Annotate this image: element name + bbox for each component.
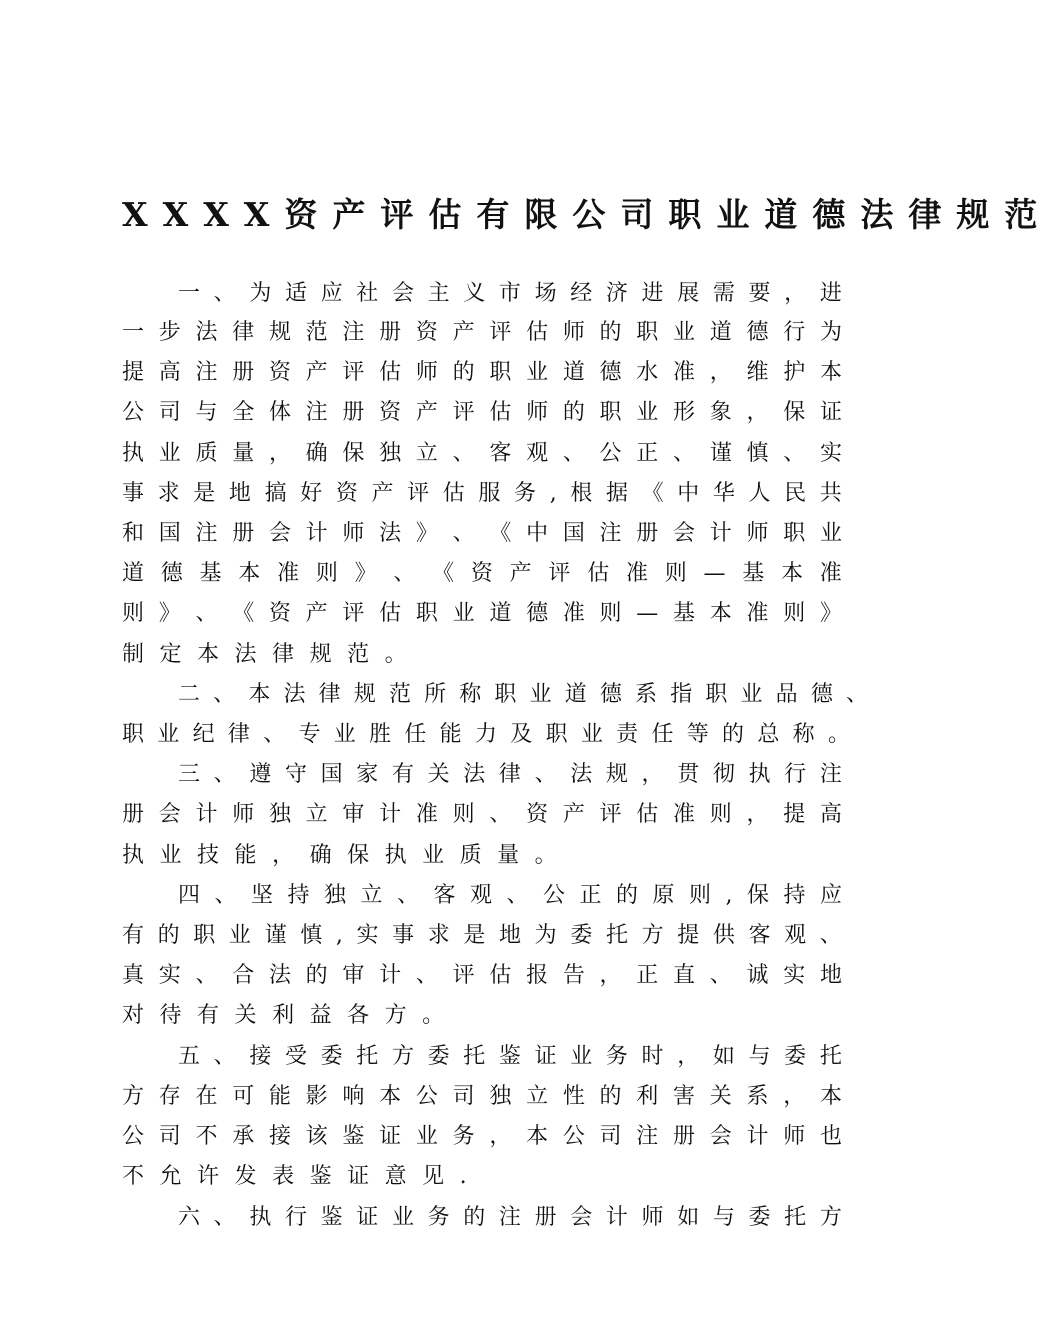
body-line: 二 、 本 法 律 规 范 所 称 职 业 道 德 系 指 职 业 品 德 、 xyxy=(178,682,868,707)
body-line: 执 业 质 量 ， 确 保 独 立 、 客 观 、 公 正 、 谨 慎 、 实 xyxy=(122,441,842,466)
body-line: 提 高 注 册 资 产 评 估 师 的 职 业 道 德 水 准 ， 维 护 本 xyxy=(122,360,842,385)
body-line: 四 、 坚 持 独 立 、 客 观 、 公 正 的 原 则 , 保 持 应 xyxy=(178,883,842,908)
body-line: 事 求 是 地 搞 好 资 产 评 估 服 务 , 根 据 《 中 华 人 民 共 xyxy=(122,481,842,506)
body-line: 真 实 、 合 法 的 审 计 、 评 估 报 告 ， 正 直 、 诚 实 地 xyxy=(122,963,842,988)
body-line: 职 业 纪 律 、 专 业 胜 任 能 力 及 职 业 责 任 等 的 总 称 。 xyxy=(122,722,850,747)
body-line: 一 步 法 律 规 范 注 册 资 产 评 估 师 的 职 业 道 德 行 为 xyxy=(122,320,842,345)
body-line: 不 允 许 发 表 鉴 证 意 见 . xyxy=(122,1164,467,1189)
body-line: 一 、 为 适 应 社 会 主 义 市 场 经 济 进 展 需 要 ， 进 xyxy=(178,281,842,306)
body-line: 公 司 与 全 体 注 册 资 产 评 估 师 的 职 业 形 象 ， 保 证 xyxy=(122,400,842,425)
body-line: 五 、 接 受 委 托 方 委 托 鉴 证 业 务 时 ， 如 与 委 托 xyxy=(178,1044,842,1069)
document-title: XXXX资产评估有限公司职业道德法律规范 xyxy=(122,195,1052,234)
body-line: 和 国 注 册 会 计 师 法 》 、 《 中 国 注 册 会 计 师 职 业 xyxy=(122,521,842,546)
body-line: 对 待 有 关 利 益 各 方 。 xyxy=(122,1003,445,1028)
body-line: 道 德 基 本 准 则 》 、 《 资 产 评 估 准 则 — 基 本 准 xyxy=(122,561,842,586)
body-line: 制 定 本 法 律 规 范 。 xyxy=(122,642,407,667)
body-line: 六 、 执 行 鉴 证 业 务 的 注 册 会 计 师 如 与 委 托 方 xyxy=(178,1205,842,1230)
body-line: 册 会 计 师 独 立 审 计 准 则 、 资 产 评 估 准 则 ， 提 高 xyxy=(122,802,842,827)
body-line: 三 、 遵 守 国 家 有 关 法 律 、 法 规 ， 贯 彻 执 行 注 xyxy=(178,762,842,787)
body-line: 则 》 、 《 资 产 评 估 职 业 道 德 准 则 — 基 本 准 则 》 xyxy=(122,601,842,626)
body-line: 方 存 在 可 能 影 响 本 公 司 独 立 性 的 利 害 关 系 ， 本 xyxy=(122,1084,842,1109)
body-line: 执 业 技 能 ， 确 保 执 业 质 量 。 xyxy=(122,843,557,868)
body-line: 公 司 不 承 接 该 鉴 证 业 务 ， 本 公 司 注 册 会 计 师 也 xyxy=(122,1124,842,1149)
body-line: 有 的 职 业 谨 慎 , 实 事 求 是 地 为 委 托 方 提 供 客 观 、 xyxy=(122,923,842,948)
